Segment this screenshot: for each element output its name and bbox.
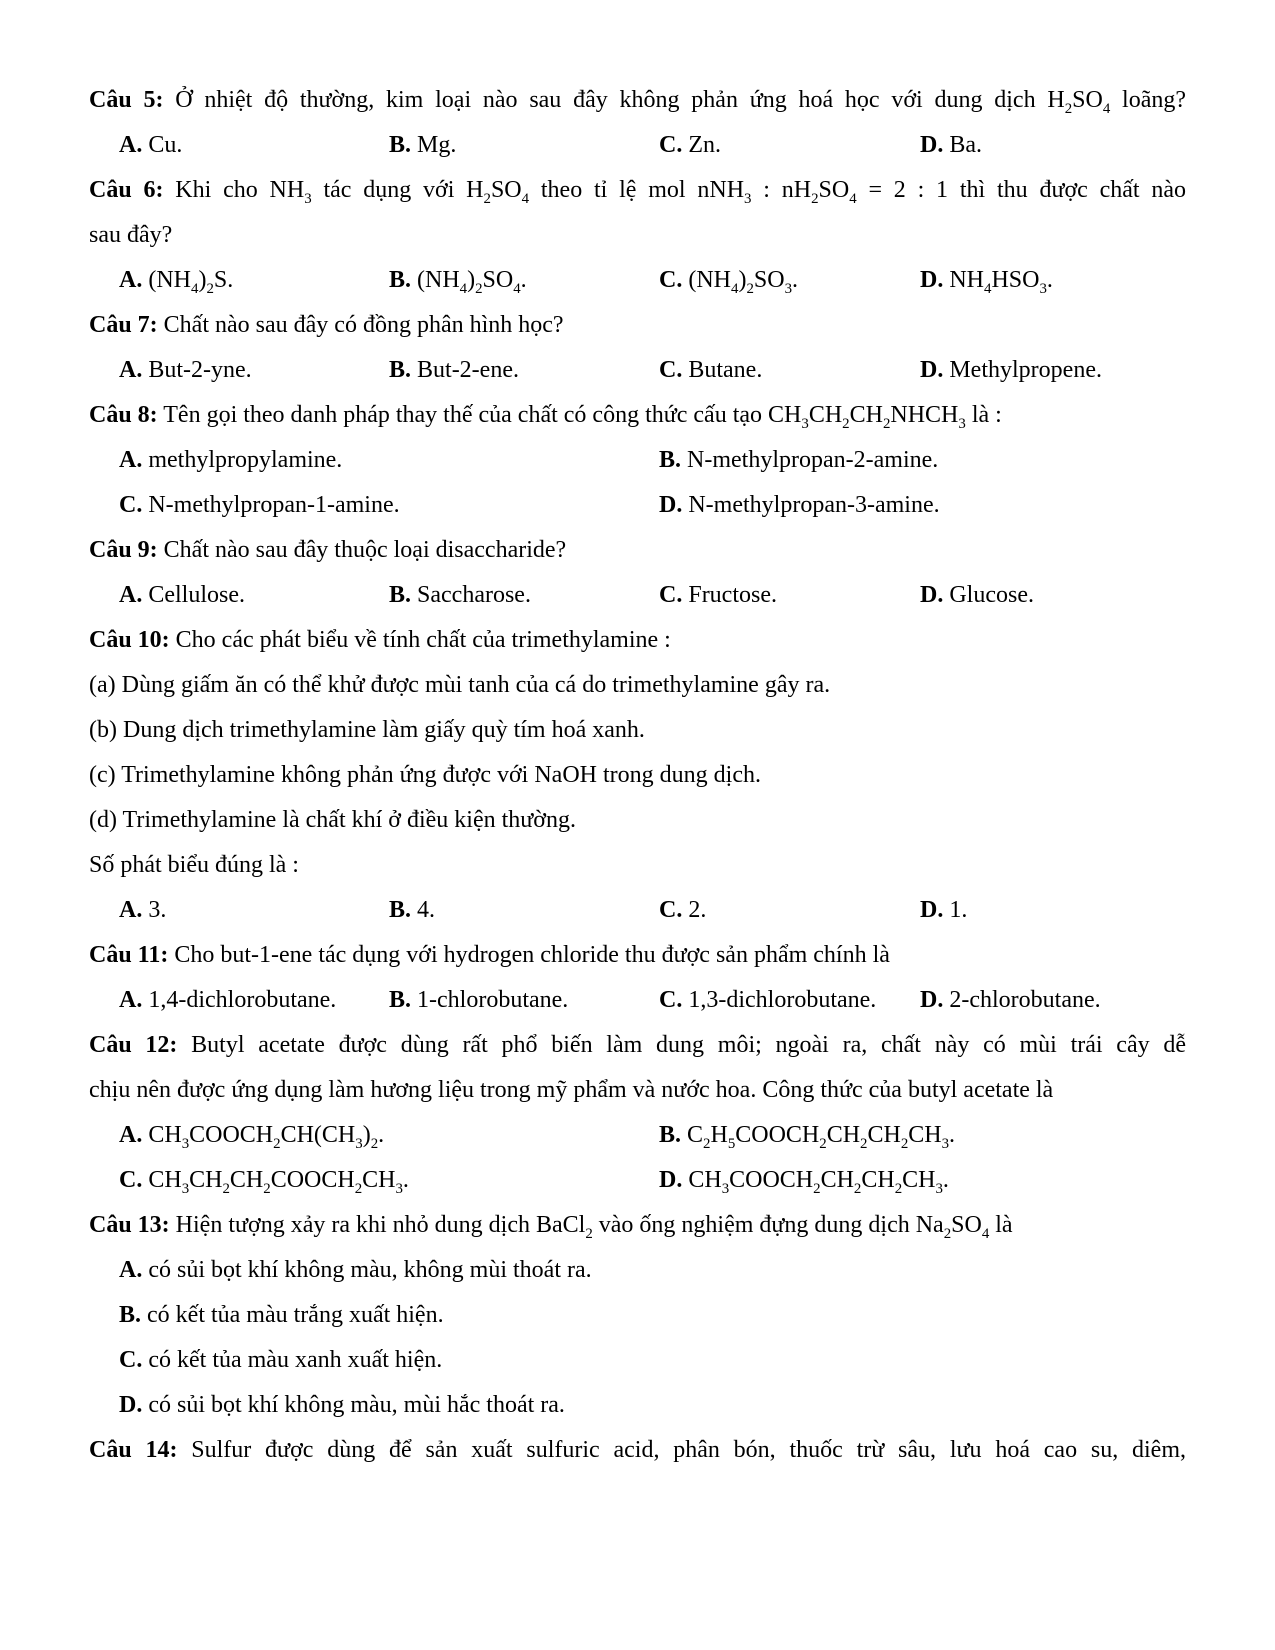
option-a bbox=[119, 123, 182, 168]
question-number-label: Câu 13: bbox=[89, 1212, 170, 1238]
question-text-line bbox=[89, 1203, 1186, 1248]
question-cau-14 bbox=[89, 1428, 1186, 1473]
option-text: Cu. bbox=[148, 132, 183, 158]
options-row bbox=[89, 1293, 1186, 1338]
question-cau-8 bbox=[89, 393, 1186, 528]
question-text-line bbox=[89, 618, 1186, 663]
question-number-label: Câu 14: bbox=[89, 1437, 178, 1463]
option-b bbox=[119, 1293, 444, 1338]
option-b bbox=[389, 258, 527, 303]
option-letter: D. bbox=[920, 987, 944, 1013]
option-text: Cellulose. bbox=[148, 582, 245, 608]
option-a bbox=[119, 438, 342, 483]
question-text: Cho các phát biểu về tính chất của trimethylamine : bbox=[175, 627, 671, 653]
statement-text: (c) Trimethylamine không phản ứng được với NaOH trong dung dịch. bbox=[89, 762, 761, 788]
question-text-line bbox=[89, 393, 1186, 438]
option-b bbox=[659, 1113, 955, 1158]
option-c bbox=[659, 258, 798, 303]
options-row bbox=[89, 1338, 1186, 1383]
option-text: $CH_3COOCH_2CH(CH_3)_2$. bbox=[148, 1122, 385, 1152]
question-text: Khi cho $NH_3$ tác dụng với $H_2SO_4$ theo tỉ lệ mol nNH$_3$ : $nH_2SO_4 = 2$ : 1 thì thu được chất nào bbox=[175, 177, 1187, 207]
option-text: 4. bbox=[417, 897, 436, 923]
option-text: 2-chlorobutane. bbox=[949, 987, 1101, 1013]
option-letter: C. bbox=[119, 492, 143, 518]
statement-line bbox=[89, 798, 1186, 843]
question-text-continued: sau đây? bbox=[89, 222, 173, 248]
option-b bbox=[389, 123, 456, 168]
options-row bbox=[89, 1158, 1186, 1203]
option-text: $NH_4HSO_3$. bbox=[949, 267, 1053, 297]
question-text-continued: chịu nên được ứng dụng làm hương liệu trong mỹ phẩm và nước hoa. Công thức của butyl acetate là bbox=[89, 1077, 1054, 1103]
option-d bbox=[659, 483, 940, 528]
options-row bbox=[89, 1113, 1186, 1158]
statement-line bbox=[89, 708, 1186, 753]
question-number-label: Câu 10: bbox=[89, 627, 170, 653]
question-text-line bbox=[89, 1068, 1186, 1113]
option-letter: A. bbox=[119, 582, 143, 608]
option-a bbox=[119, 573, 245, 618]
question-text: Chất nào sau đây thuộc loại disaccharide? bbox=[163, 537, 567, 563]
option-b bbox=[389, 888, 435, 933]
question-cau-7 bbox=[89, 303, 1186, 393]
option-text: có sủi bọt khí không màu, không mùi thoát ra. bbox=[148, 1257, 592, 1283]
question-number-label: Câu 6: bbox=[89, 177, 164, 203]
option-letter: A. bbox=[119, 897, 143, 923]
option-text: $C_2H_5COOCH_2CH_2CH_2CH_3$. bbox=[687, 1122, 956, 1152]
question-cau-13 bbox=[89, 1203, 1186, 1428]
option-letter: A. bbox=[119, 267, 143, 293]
option-text: $CH_3COOCH_2CH_2CH_2CH_3$. bbox=[688, 1167, 949, 1197]
statement-line bbox=[89, 753, 1186, 798]
question-cau-5 bbox=[89, 78, 1186, 168]
option-text: $CH_3CH_2CH_2COOCH_2CH_3$. bbox=[148, 1167, 409, 1197]
question-text-line bbox=[89, 528, 1186, 573]
options-row bbox=[89, 1248, 1186, 1293]
option-text: $(NH_4)_2S$. bbox=[148, 267, 234, 297]
question-number-label: Câu 7: bbox=[89, 312, 158, 338]
option-b bbox=[659, 438, 938, 483]
question-text-line bbox=[89, 78, 1186, 123]
options-row bbox=[89, 978, 1186, 1023]
question-text: Tên gọi theo danh pháp thay thế của chất có công thức cấu tạo $CH_3CH_2CH_2NHCH_3$ là : bbox=[163, 402, 1002, 432]
option-letter: D. bbox=[920, 897, 944, 923]
question-number-label: Câu 11: bbox=[89, 942, 169, 968]
option-text: 1-chlorobutane. bbox=[417, 987, 569, 1013]
option-letter: A. bbox=[119, 447, 143, 473]
question-number-label: Câu 9: bbox=[89, 537, 158, 563]
option-c bbox=[659, 123, 721, 168]
option-letter: D. bbox=[920, 357, 944, 383]
option-text: But-2-yne. bbox=[148, 357, 252, 383]
option-d bbox=[920, 258, 1053, 303]
options-row bbox=[89, 573, 1186, 618]
option-text: Mg. bbox=[417, 132, 457, 158]
option-c bbox=[119, 1158, 409, 1203]
option-letter: D. bbox=[659, 1167, 683, 1193]
question-number-label: Câu 5: bbox=[89, 87, 164, 113]
option-text: 1,3-dichlorobutane. bbox=[688, 987, 877, 1013]
option-letter: B. bbox=[389, 357, 412, 383]
option-letter: D. bbox=[920, 267, 944, 293]
option-text: Zn. bbox=[688, 132, 722, 158]
statement-text: (a) Dùng giấm ăn có thể khử được mùi tanh của cá do trimethylamine gây ra. bbox=[89, 672, 831, 698]
option-a bbox=[119, 258, 233, 303]
option-letter: B. bbox=[389, 267, 412, 293]
question-cau-11 bbox=[89, 933, 1186, 1023]
options-row bbox=[89, 348, 1186, 393]
option-letter: C. bbox=[659, 267, 683, 293]
option-text: Glucose. bbox=[949, 582, 1034, 608]
option-letter: C. bbox=[119, 1347, 143, 1373]
option-letter: B. bbox=[119, 1302, 142, 1328]
option-text: methylpropylamine. bbox=[148, 447, 343, 473]
option-letter: A. bbox=[119, 987, 143, 1013]
question-text-line bbox=[89, 303, 1186, 348]
option-text: $(NH_4)_2SO_4$. bbox=[417, 267, 527, 297]
option-letter: B. bbox=[659, 447, 682, 473]
option-c bbox=[659, 348, 762, 393]
options-row bbox=[89, 438, 1186, 483]
option-letter: B. bbox=[389, 582, 412, 608]
question-text: Sulfur được dùng để sản xuất sulfuric acid, phân bón, thuốc trừ sâu, lưu hoá cao su, diêm, bbox=[191, 1437, 1186, 1463]
options-row bbox=[89, 888, 1186, 933]
option-text: Fructose. bbox=[688, 582, 777, 608]
question-cau-9 bbox=[89, 528, 1186, 618]
option-letter: A. bbox=[119, 1122, 143, 1148]
options-row bbox=[89, 1383, 1186, 1428]
question-text-line bbox=[89, 168, 1186, 213]
option-text: 3. bbox=[148, 897, 167, 923]
option-c bbox=[659, 978, 876, 1023]
option-letter: B. bbox=[389, 897, 412, 923]
option-c bbox=[659, 573, 777, 618]
question-number-label: Câu 8: bbox=[89, 402, 158, 428]
statement-text: (b) Dung dịch trimethylamine làm giấy quỳ tím hoá xanh. bbox=[89, 717, 645, 743]
option-text: But-2-ene. bbox=[417, 357, 519, 383]
options-row bbox=[89, 123, 1186, 168]
statement-line bbox=[89, 663, 1186, 708]
question-text: Butyl acetate được dùng rất phổ biến làm dung môi; ngoài ra, chất này có mùi trái cây dễ bbox=[191, 1032, 1187, 1058]
option-letter: D. bbox=[119, 1392, 143, 1418]
option-text: 2. bbox=[688, 897, 707, 923]
question-text: Chất nào sau đây có đồng phân hình học? bbox=[163, 312, 564, 338]
question-cau-12 bbox=[89, 1023, 1186, 1203]
option-letter: B. bbox=[389, 132, 412, 158]
option-text: Saccharose. bbox=[417, 582, 531, 608]
option-d bbox=[119, 1383, 565, 1428]
option-b bbox=[389, 348, 519, 393]
option-text: N-methylpropan-2-amine. bbox=[687, 447, 939, 473]
option-letter: A. bbox=[119, 1257, 143, 1283]
question-text: Hiện tượng xảy ra khi nhỏ dung dịch BaCl$_2$ vào ống nghiệm đựng dung dịch $Na_2SO_4$ là bbox=[175, 1212, 1013, 1242]
options-row bbox=[89, 483, 1186, 528]
option-b bbox=[389, 978, 568, 1023]
option-letter: C. bbox=[119, 1167, 143, 1193]
option-d bbox=[920, 573, 1034, 618]
option-letter: A. bbox=[119, 357, 143, 383]
question-cau-6 bbox=[89, 168, 1186, 303]
question-text-line bbox=[89, 933, 1186, 978]
question-text: Ở nhiệt độ thường, kim loại nào sau đây không phản ứng hoá học với dung dịch $H_2SO_4$ loãng? bbox=[175, 87, 1186, 117]
option-letter: C. bbox=[659, 132, 683, 158]
option-a bbox=[119, 1113, 384, 1158]
question-text-line bbox=[89, 213, 1186, 258]
option-letter: C. bbox=[659, 582, 683, 608]
option-d bbox=[920, 978, 1101, 1023]
option-d bbox=[920, 888, 967, 933]
option-a bbox=[119, 1248, 592, 1293]
option-d bbox=[920, 348, 1102, 393]
option-a bbox=[119, 978, 336, 1023]
option-d bbox=[659, 1158, 949, 1203]
question-text: Cho but-1-ene tác dụng với hydrogen chloride thu được sản phẩm chính là bbox=[174, 942, 890, 968]
option-text: Butane. bbox=[688, 357, 763, 383]
option-letter: D. bbox=[659, 492, 683, 518]
question-cau-10 bbox=[89, 618, 1186, 933]
option-text: $(NH_4)_2SO_3$. bbox=[688, 267, 798, 297]
statement-count-prompt bbox=[89, 843, 1186, 888]
option-letter: A. bbox=[119, 132, 143, 158]
option-text: 1. bbox=[949, 897, 968, 923]
prompt-text: Số phát biểu đúng là : bbox=[89, 852, 299, 878]
option-text: N-methylpropan-3-amine. bbox=[688, 492, 940, 518]
statement-text: (d) Trimethylamine là chất khí ở điều kiện thường. bbox=[89, 807, 576, 833]
option-text: Ba. bbox=[949, 132, 983, 158]
option-letter: D. bbox=[920, 582, 944, 608]
option-a bbox=[119, 888, 166, 933]
option-text: Methylpropene. bbox=[949, 357, 1102, 383]
option-letter: B. bbox=[389, 987, 412, 1013]
options-row bbox=[89, 258, 1186, 303]
question-number-label: Câu 12: bbox=[89, 1032, 178, 1058]
question-text-line bbox=[89, 1428, 1186, 1473]
option-letter: C. bbox=[659, 357, 683, 383]
option-c bbox=[119, 483, 400, 528]
option-c bbox=[659, 888, 706, 933]
option-letter: C. bbox=[659, 897, 683, 923]
option-text: 1,4-dichlorobutane. bbox=[148, 987, 337, 1013]
option-c bbox=[119, 1338, 442, 1383]
question-text-line bbox=[89, 1023, 1186, 1068]
option-d bbox=[920, 123, 982, 168]
option-text: N-methylpropan-1-amine. bbox=[148, 492, 400, 518]
option-letter: B. bbox=[659, 1122, 682, 1148]
option-text: có sủi bọt khí không màu, mùi hắc thoát ra. bbox=[148, 1392, 565, 1418]
option-b bbox=[389, 573, 531, 618]
option-letter: D. bbox=[920, 132, 944, 158]
option-a bbox=[119, 348, 252, 393]
option-text: có kết tủa màu trắng xuất hiện. bbox=[147, 1302, 444, 1328]
option-text: có kết tủa màu xanh xuất hiện. bbox=[148, 1347, 443, 1373]
option-letter: C. bbox=[659, 987, 683, 1013]
